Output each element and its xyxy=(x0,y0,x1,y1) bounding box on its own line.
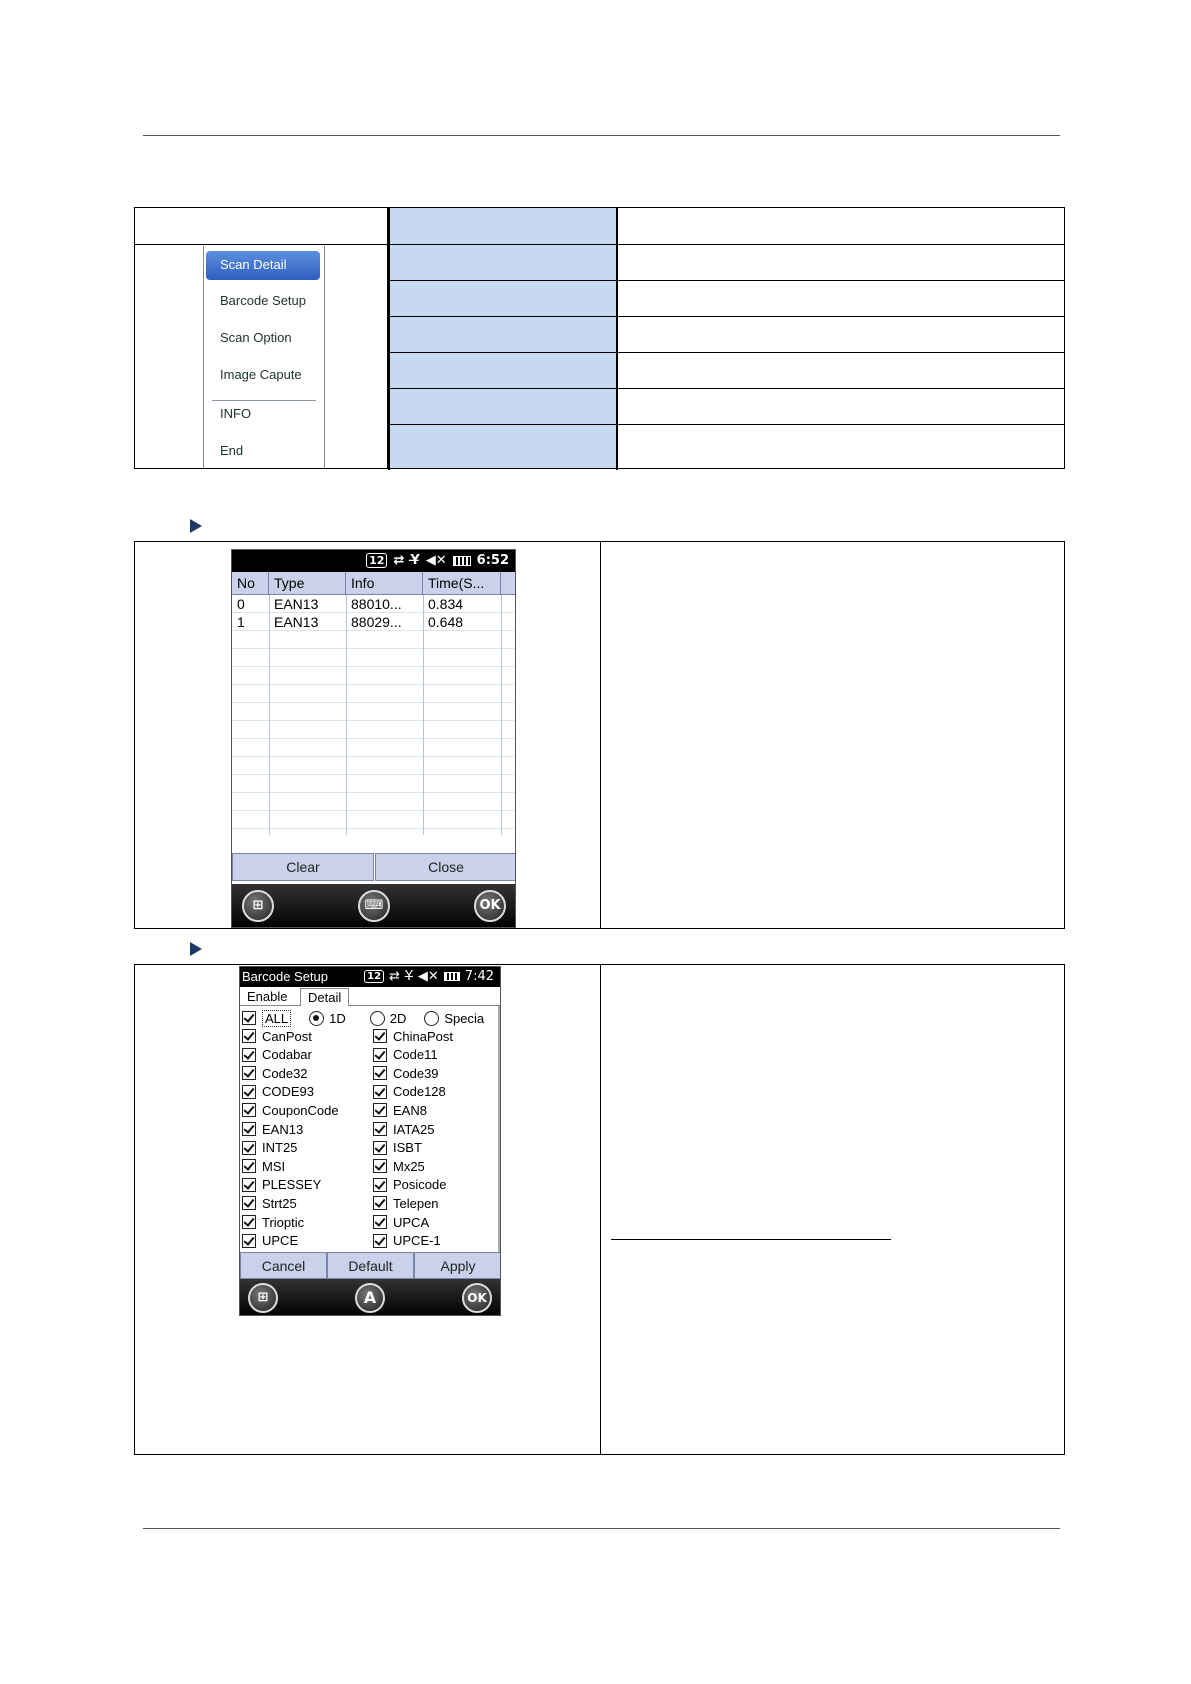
grid-line xyxy=(346,595,347,835)
header-rule xyxy=(143,135,1060,136)
menu-item-info[interactable]: INFO xyxy=(220,406,252,421)
symbology-label: Telepen xyxy=(393,1195,439,1211)
cell-type: EAN13 xyxy=(274,614,319,630)
empty-row xyxy=(232,721,516,739)
bullet-arrow-icon xyxy=(190,942,202,956)
symbology-item[interactable] xyxy=(373,1157,425,1175)
blue-cell xyxy=(390,389,616,425)
checkbox[interactable] xyxy=(373,1215,387,1229)
apply-button[interactable]: Apply xyxy=(414,1252,501,1279)
grid-line xyxy=(269,595,270,835)
checkbox[interactable] xyxy=(242,1178,256,1192)
symbology-label: UPCA xyxy=(393,1214,430,1230)
cell-type: EAN13 xyxy=(274,596,319,612)
cell-no: 1 xyxy=(237,614,245,630)
radio-1d[interactable] xyxy=(309,1011,324,1026)
checkbox[interactable] xyxy=(373,1103,387,1117)
symbology-item[interactable] xyxy=(242,1194,297,1212)
checkbox[interactable] xyxy=(373,1029,387,1043)
empty-row xyxy=(232,811,516,829)
symbology-item[interactable] xyxy=(242,1027,312,1045)
symbology-label: Code11 xyxy=(393,1047,438,1063)
keyboard-icon[interactable]: ⌨ xyxy=(358,890,390,922)
symbology-item[interactable] xyxy=(373,1139,422,1157)
checkbox[interactable] xyxy=(373,1234,387,1248)
input-mode-button[interactable]: A xyxy=(355,1283,385,1313)
symbology-label: UPCE xyxy=(262,1233,299,1249)
scan-detail-box xyxy=(134,541,1065,929)
clock-time: 7:42 xyxy=(464,969,494,984)
symbology-item[interactable] xyxy=(242,1157,285,1175)
checkbox[interactable] xyxy=(242,1215,256,1229)
checkbox[interactable] xyxy=(242,1234,256,1248)
menu-separator xyxy=(212,400,316,401)
right-cell xyxy=(618,353,1064,389)
default-button[interactable]: Default xyxy=(327,1252,414,1279)
blue-cell xyxy=(390,245,616,281)
symbology-label: ChinaPost xyxy=(393,1028,453,1044)
speaker-mute-icon: ◀✕ xyxy=(417,969,439,984)
radio-special-label: Specia xyxy=(444,1010,485,1026)
symbology-label: Mx25 xyxy=(393,1158,425,1174)
empty-row xyxy=(232,649,516,667)
symbology-item[interactable] xyxy=(373,1176,446,1194)
symbology-item[interactable] xyxy=(373,1120,434,1138)
symbology-item[interactable] xyxy=(373,1027,453,1045)
symbology-item[interactable] xyxy=(242,1176,321,1194)
grid-line xyxy=(423,595,424,835)
clear-button[interactable]: Clear xyxy=(232,853,374,881)
right-cell xyxy=(618,245,1064,281)
empty-row xyxy=(232,685,516,703)
box-divider xyxy=(600,542,601,928)
windows-start-icon[interactable]: ⊞ xyxy=(248,1283,278,1313)
action-bar xyxy=(240,1252,500,1279)
symbology-label: CODE93 xyxy=(262,1084,315,1100)
checkbox[interactable] xyxy=(242,1159,256,1173)
bullet-arrow-icon xyxy=(190,519,202,533)
symbology-item[interactable] xyxy=(242,1083,314,1101)
notification-12-icon: 12 xyxy=(364,970,384,983)
barcode-setup-screen xyxy=(239,966,501,1316)
checkbox[interactable] xyxy=(373,1159,387,1173)
symbology-item[interactable] xyxy=(373,1101,427,1119)
clock-time: 6:52 xyxy=(476,553,509,568)
empty-row xyxy=(232,775,516,793)
checkbox[interactable] xyxy=(242,1066,256,1080)
empty-row xyxy=(232,631,516,649)
menu-popup xyxy=(203,246,325,468)
symbology-label: EAN8 xyxy=(393,1102,427,1118)
right-cell xyxy=(618,317,1064,353)
checkbox[interactable] xyxy=(373,1048,387,1062)
symbology-label: Trioptic xyxy=(262,1214,305,1230)
symbology-item[interactable] xyxy=(242,1064,308,1082)
symbology-label: INT25 xyxy=(262,1140,298,1156)
close-button[interactable]: Close xyxy=(375,853,516,881)
checkbox[interactable] xyxy=(242,1103,256,1117)
symbology-item[interactable] xyxy=(242,1101,339,1119)
soft-key-bar xyxy=(232,884,515,928)
menu-item-scan-detail[interactable]: Scan Detail xyxy=(206,251,320,280)
grid-body xyxy=(232,595,516,835)
symbology-label: Posicode xyxy=(393,1177,447,1193)
ok-button[interactable]: OK xyxy=(474,890,506,922)
menu-item-end[interactable]: End xyxy=(220,443,244,458)
underline-rule xyxy=(611,1239,891,1240)
radio-special[interactable] xyxy=(424,1011,439,1026)
all-checkbox[interactable] xyxy=(242,1011,256,1025)
empty-row xyxy=(232,739,516,757)
symbology-item[interactable] xyxy=(242,1120,303,1138)
no-signal-icon: Y̶ xyxy=(410,553,420,568)
blue-cell xyxy=(390,353,616,389)
checkbox[interactable] xyxy=(242,1029,256,1043)
empty-row xyxy=(232,757,516,775)
checkbox[interactable] xyxy=(242,1048,256,1062)
ok-button[interactable]: OK xyxy=(462,1283,492,1313)
checkbox[interactable] xyxy=(242,1141,256,1155)
table-row[interactable] xyxy=(232,613,516,631)
symbology-item[interactable] xyxy=(373,1213,429,1231)
checkbox[interactable] xyxy=(242,1196,256,1210)
all-label: ALL xyxy=(262,1010,291,1027)
symbology-label: Code32 xyxy=(262,1065,308,1081)
checkbox[interactable] xyxy=(373,1196,387,1210)
speaker-mute-icon: ◀✕ xyxy=(425,553,447,568)
status-bar xyxy=(240,967,500,987)
symbology-label: UPCE-1 xyxy=(393,1233,441,1249)
symbology-label: PLESSEY xyxy=(262,1177,322,1193)
no-signal-icon: Y̶ xyxy=(404,969,413,984)
symbology-item[interactable] xyxy=(242,1232,298,1250)
sync-icon: ⇄ xyxy=(393,553,405,568)
grid-header xyxy=(232,572,516,595)
right-cell xyxy=(618,208,1064,245)
column-header-no[interactable]: No xyxy=(232,572,269,595)
empty-row xyxy=(232,793,516,811)
soft-key-bar xyxy=(240,1279,500,1316)
tab-strip xyxy=(240,987,500,1006)
symbology-label: Codabar xyxy=(262,1047,312,1063)
column-header-time[interactable]: Time(S... xyxy=(423,572,501,595)
empty-row xyxy=(232,703,516,721)
checkbox[interactable] xyxy=(373,1178,387,1192)
menu-table-blue-column xyxy=(388,208,618,470)
cell-info: 88010... xyxy=(351,596,402,612)
menu-item-scan-option[interactable]: Scan Option xyxy=(220,330,292,345)
checkbox[interactable] xyxy=(373,1066,387,1080)
battery-icon xyxy=(453,556,471,566)
symbology-label: IATA25 xyxy=(393,1121,435,1137)
blue-cell xyxy=(390,281,616,317)
action-bar xyxy=(232,853,515,881)
cell-time: 0.834 xyxy=(428,596,464,612)
symbology-label: CanPost xyxy=(262,1028,312,1044)
sync-icon: ⇄ xyxy=(389,969,400,984)
checkbox[interactable] xyxy=(242,1122,256,1136)
symbology-item[interactable] xyxy=(373,1232,441,1250)
checkbox[interactable] xyxy=(373,1141,387,1155)
blue-cell xyxy=(390,208,616,245)
battery-icon xyxy=(444,972,460,981)
radio-1d-label: 1D xyxy=(329,1010,346,1026)
symbology-label: MSI xyxy=(262,1158,286,1174)
cell-time: 0.648 xyxy=(428,614,464,630)
window-title: Barcode Setup xyxy=(242,969,329,984)
right-pane xyxy=(601,965,1065,1454)
notification-12-icon: 12 xyxy=(366,553,387,568)
grid-line xyxy=(501,595,502,835)
empty-row xyxy=(232,667,516,685)
symbology-label: Code128 xyxy=(393,1084,446,1100)
right-cell xyxy=(618,281,1064,317)
scrollbar[interactable] xyxy=(498,1006,500,1274)
menu-item-image-capute[interactable]: Image Capute xyxy=(220,367,302,382)
symbology-item[interactable] xyxy=(373,1083,446,1101)
symbology-label: ISBT xyxy=(393,1140,422,1156)
symbology-item[interactable] xyxy=(373,1194,439,1212)
symbology-item[interactable] xyxy=(373,1046,438,1064)
radio-2d-label: 2D xyxy=(389,1010,407,1026)
checkbox[interactable] xyxy=(373,1122,387,1136)
table-row[interactable] xyxy=(232,595,516,613)
menu-table-body-left xyxy=(135,245,388,469)
cell-info: 88029... xyxy=(351,614,402,630)
windows-start-icon[interactable]: ⊞ xyxy=(242,890,274,922)
symbology-item[interactable] xyxy=(242,1213,304,1231)
status-bar xyxy=(232,550,515,572)
symbology-label: Strt25 xyxy=(262,1195,297,1211)
tab-enable[interactable]: Enable xyxy=(247,989,288,1004)
column-header-type[interactable]: Type xyxy=(269,572,346,595)
scan-detail-screen xyxy=(231,549,516,928)
column-header-info[interactable]: Info xyxy=(346,572,423,595)
right-cell xyxy=(618,389,1064,425)
symbology-label: Code39 xyxy=(393,1065,439,1081)
checkbox[interactable] xyxy=(242,1085,256,1099)
symbology-item[interactable] xyxy=(242,1046,312,1064)
cell-no: 0 xyxy=(237,596,245,612)
checkbox[interactable] xyxy=(373,1085,387,1099)
blue-cell xyxy=(390,317,616,353)
symbology-item[interactable] xyxy=(373,1064,439,1082)
menu-table-head-left xyxy=(135,208,388,245)
symbology-label: CouponCode xyxy=(262,1102,339,1118)
filter-row xyxy=(242,1009,484,1027)
cancel-button[interactable]: Cancel xyxy=(240,1252,327,1279)
menu-table xyxy=(134,207,1065,469)
menu-item-barcode-setup[interactable]: Barcode Setup xyxy=(220,293,307,308)
footer-rule xyxy=(143,1528,1060,1529)
tab-detail[interactable]: Detail xyxy=(300,988,349,1006)
blue-cell xyxy=(390,425,616,468)
symbology-item[interactable] xyxy=(242,1139,297,1157)
radio-2d[interactable] xyxy=(370,1011,385,1026)
barcode-setup-box xyxy=(134,964,1065,1455)
symbology-label: EAN13 xyxy=(262,1121,304,1137)
